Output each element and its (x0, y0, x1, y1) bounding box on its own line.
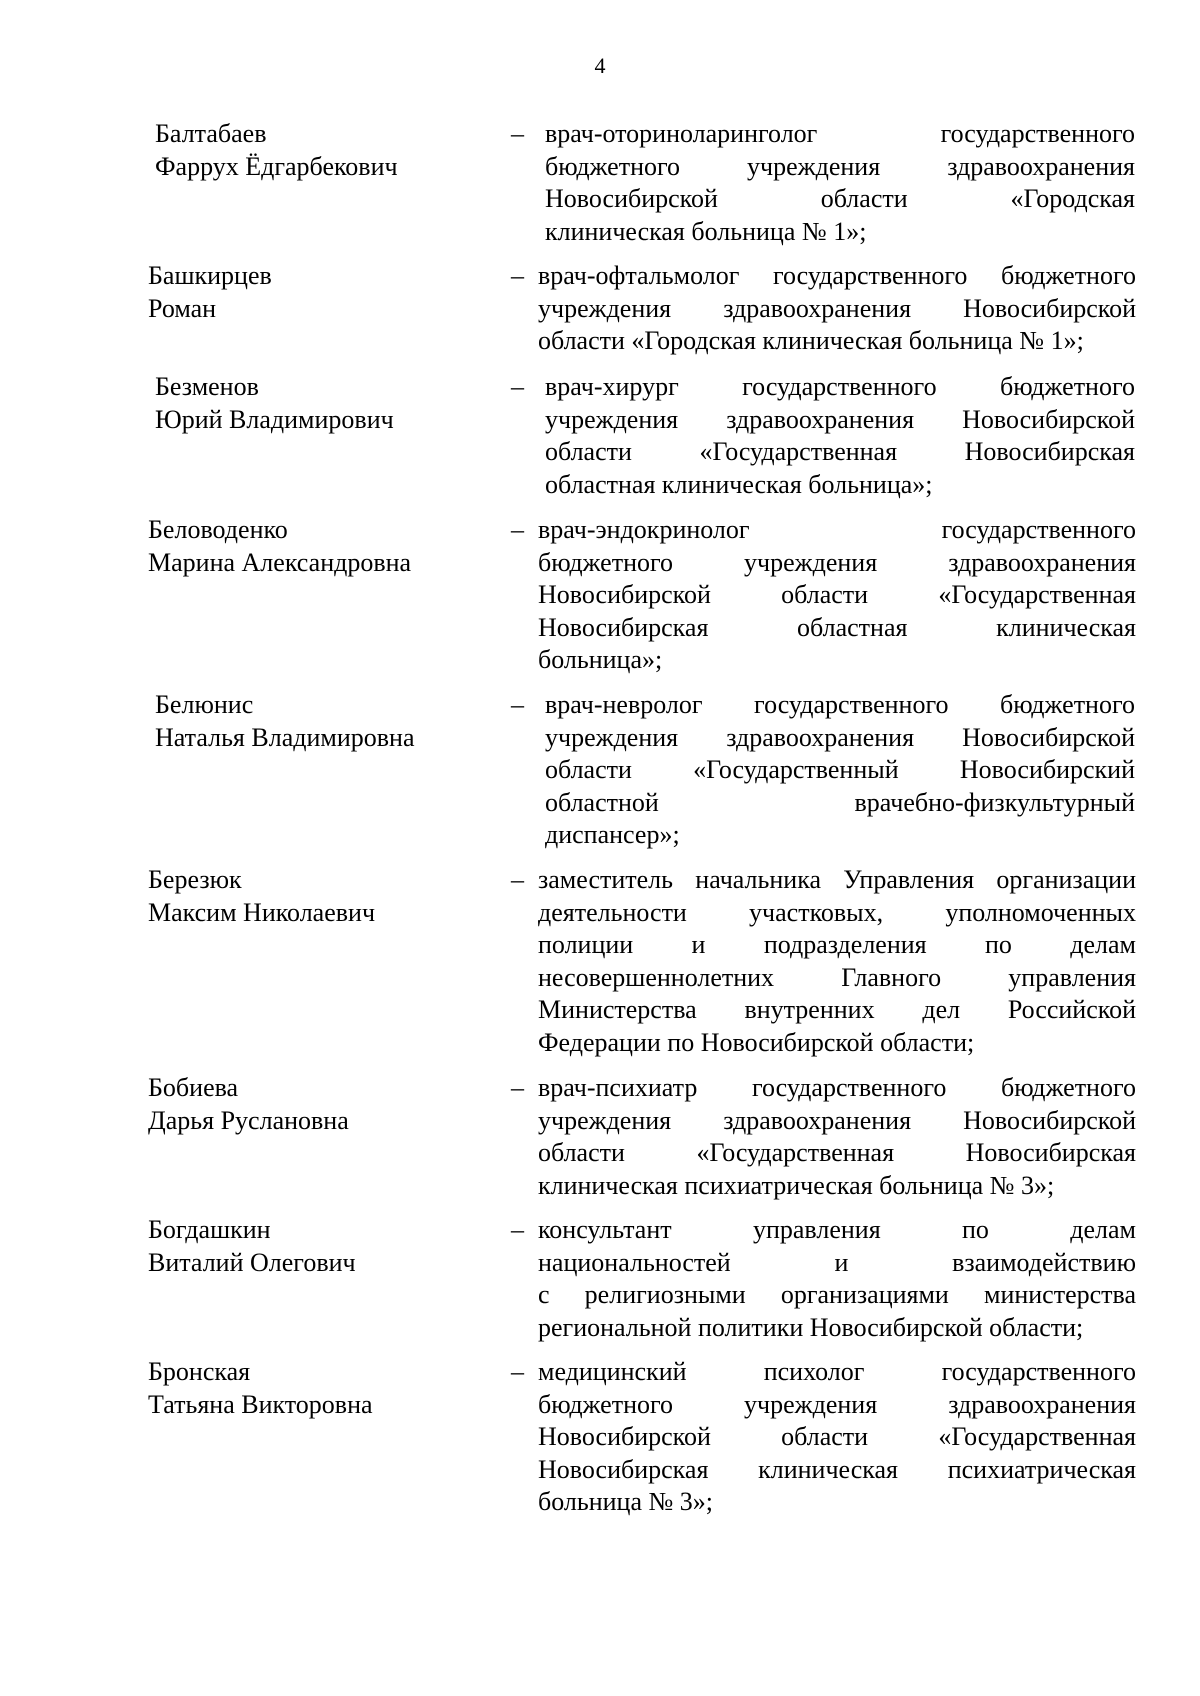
position-description (538, 1072, 1136, 1202)
dash-separator: – (511, 1215, 524, 1244)
surname: Башкирцев (148, 261, 272, 290)
surname: Беловоденко (148, 515, 288, 544)
position-line: Федерации по Новосибирской области; (538, 1027, 975, 1057)
position-description (538, 514, 1136, 677)
position-line: врач-хирург государственного бюджетного (545, 372, 1135, 401)
given-names: Татьяна Викторовна (148, 1389, 373, 1419)
given-names: Наталья Владимировна (155, 722, 415, 752)
position-line: учреждения здравоохранения Новосибирской (538, 293, 1136, 323)
surname: Богдашкин (148, 1215, 271, 1244)
position-line: больница»; (538, 645, 663, 674)
position-description (545, 371, 1135, 501)
person-name (148, 1072, 478, 1137)
position-line: области «Государственная Новосибирская (538, 1138, 1136, 1167)
position-description (538, 260, 1136, 358)
position-line: медицинский психолог государственного (538, 1357, 1136, 1386)
dash-separator: – (511, 1357, 524, 1386)
position-description (545, 689, 1135, 852)
position-line: врач-психиатр государственного бюджетного (538, 1073, 1136, 1102)
position-line: с религиозными организациями министерства (538, 1280, 1136, 1309)
given-names: Фаррух Ёдгарбекович (155, 151, 398, 181)
position-line: несовершеннолетних Главного управления (538, 962, 1136, 992)
position-line: врач-эндокринолог государственного (538, 515, 1136, 544)
position-line: Новосибирской области «Государственная (538, 580, 1136, 609)
given-names: Марина Александровна (148, 547, 412, 577)
person-name (155, 689, 485, 754)
position-line: областной врачебно-физкультурный (545, 787, 1135, 817)
position-line: области «Городская клиническая больница № 1»; (538, 326, 1084, 355)
person-name (148, 1356, 478, 1421)
dash-separator: – (511, 261, 524, 290)
position-description (538, 1356, 1136, 1519)
person-name (148, 260, 478, 325)
person-name (148, 1214, 478, 1279)
person-name (155, 371, 485, 436)
dash-separator: – (511, 119, 524, 148)
position-line: бюджетного учреждения здравоохранения (538, 1389, 1136, 1419)
position-line: полиции и подразделения по делам (538, 930, 1136, 959)
position-line: клиническая больница № 1»; (545, 216, 867, 246)
position-line: областная клиническая больница»; (545, 469, 933, 499)
position-line: национальностей и взаимодействию (538, 1247, 1136, 1277)
position-line: Новосибирская областная клиническая (538, 612, 1136, 642)
page-number: 4 (594, 53, 606, 78)
position-line: Новосибирская клиническая психиатрическая (538, 1454, 1136, 1484)
position-line: региональной политики Новосибирской области; (538, 1312, 1084, 1342)
dash-separator: – (511, 1073, 524, 1102)
person-name (148, 514, 478, 579)
position-line: врач-невролог государственного бюджетного (545, 690, 1135, 719)
position-line: Новосибирской области «Государственная (538, 1422, 1136, 1451)
given-names: Юрий Владимирович (155, 404, 394, 434)
position-line: учреждения здравоохранения Новосибирской (545, 404, 1135, 434)
position-line: бюджетного учреждения здравоохранения (545, 151, 1135, 181)
surname: Бронская (148, 1357, 251, 1386)
position-line: деятельности участковых, уполномоченных (538, 897, 1136, 927)
position-line: клиническая психиатрическая больница № 3»; (538, 1170, 1055, 1200)
surname: Балтабаев (155, 119, 267, 148)
position-line: области «Государственный Новосибирский (545, 755, 1135, 784)
position-line: области «Государственная Новосибирская (545, 437, 1135, 466)
position-line: Новосибирской области «Городская (545, 184, 1135, 213)
dash-separator: – (511, 690, 524, 719)
surname: Безменов (155, 372, 259, 401)
dash-separator: – (511, 372, 524, 401)
dash-separator: – (511, 515, 524, 544)
given-names: Роман (148, 293, 217, 323)
position-line: Министерства внутренних дел Российской (538, 995, 1136, 1024)
position-line: больница № 3»; (538, 1487, 714, 1516)
position-line: заместитель начальника Управления организации (538, 865, 1136, 894)
position-line: бюджетного учреждения здравоохранения (538, 547, 1136, 577)
surname: Бобиева (148, 1073, 239, 1102)
position-line: учреждения здравоохранения Новосибирской (545, 722, 1135, 752)
position-line: врач-оториноларинголог государственного (545, 119, 1135, 148)
position-description (545, 118, 1135, 248)
position-line: консультант управления по делам (538, 1215, 1136, 1244)
surname: Березюк (148, 865, 242, 894)
given-names: Максим Николаевич (148, 897, 376, 927)
position-line: врач-офтальмолог государственного бюджетного (538, 261, 1136, 290)
given-names: Дарья Руслановна (148, 1105, 349, 1135)
position-description (538, 1214, 1136, 1344)
person-name (148, 864, 478, 929)
person-name (155, 118, 485, 183)
position-line: учреждения здравоохранения Новосибирской (538, 1105, 1136, 1135)
position-description (538, 864, 1136, 1059)
given-names: Виталий Олегович (148, 1247, 356, 1277)
position-line: диспансер»; (545, 820, 680, 849)
dash-separator: – (511, 865, 524, 894)
surname: Белюнис (155, 690, 254, 719)
